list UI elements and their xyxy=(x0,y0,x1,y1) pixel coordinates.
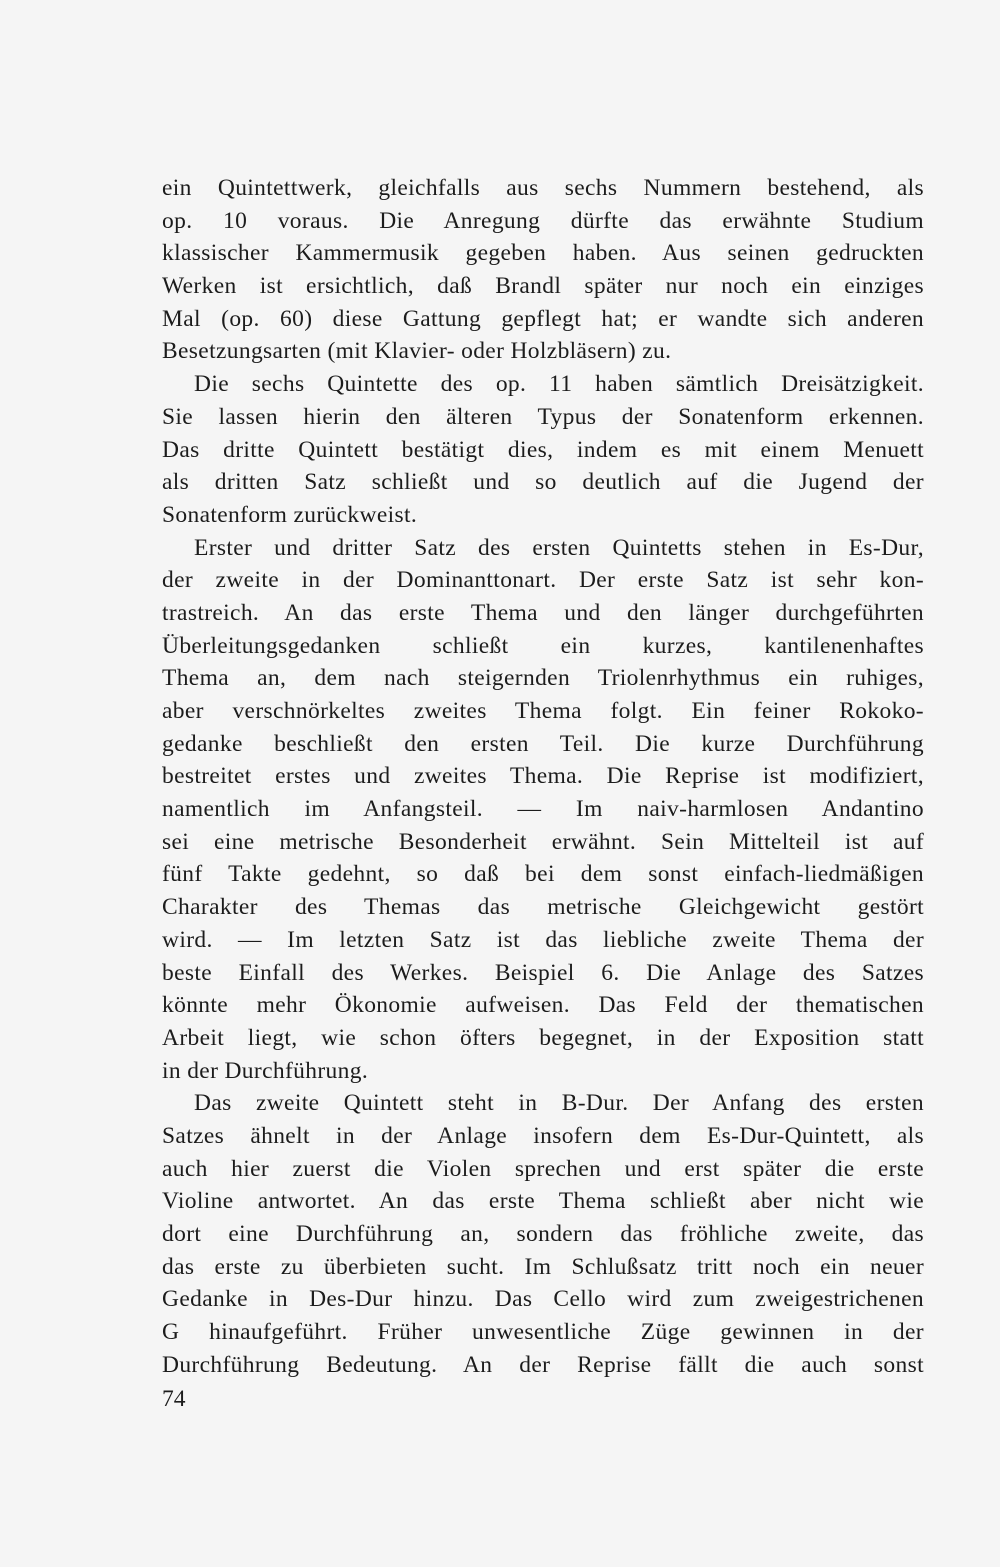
text-line: Erster und dritter Satz des ersten Quintetts stehen in Es-Dur, xyxy=(194,534,924,561)
text-line: trastreich. An das erste Thema und den länger durchgeführten xyxy=(162,599,924,626)
text-line: auch hier zuerst die Violen sprechen und erst später die erste xyxy=(162,1155,924,1182)
text-line: Arbeit liegt, wie schon öfters begegnet, in der Exposition statt xyxy=(162,1024,924,1051)
text-line: Sie lassen hierin den älteren Typus der Sonatenform erkennen. xyxy=(162,403,924,430)
text-line: Violine antwortet. An das erste Thema schließt aber nicht wie xyxy=(162,1188,924,1215)
text-line: beste Einfall des Werkes. Beispiel 6. Die Anlage des Satzes xyxy=(162,959,924,986)
text-line: sei eine metrische Besonderheit erwähnt. Sein Mittelteil ist auf xyxy=(162,828,924,855)
text-line: der zweite in der Dominanttonart. Der erste Satz ist sehr kon- xyxy=(162,567,924,594)
text-line: bestreitet erstes und zweites Thema. Die Reprise ist modifiziert, xyxy=(162,763,924,790)
text-line: als dritten Satz schließt und so deutlich auf die Jugend der xyxy=(162,469,924,496)
text-line: Überleitungsgedanken schließt ein kurzes, kantilenenhaftes xyxy=(162,632,924,659)
text-line: Besetzungsarten (mit Klavier- oder Holzbläsern) zu. xyxy=(162,338,672,365)
text-line: Die sechs Quintette des op. 11 haben sämtlich Dreisätzigkeit. xyxy=(194,371,924,398)
text-line: klassischer Kammermusik gegeben haben. Aus seinen gedruckten xyxy=(162,240,924,267)
text-line: Mal (op. 60) diese Gattung gepflegt hat; er wandte sich anderen xyxy=(162,305,924,332)
text-line: Das zweite Quintett steht in B-Dur. Der Anfang des ersten xyxy=(194,1090,924,1117)
text-line: Gedanke in Des-Dur hinzu. Das Cello wird zum zweigestrichenen xyxy=(162,1286,924,1313)
text-line: Durchführung Bedeutung. An der Reprise fällt die auch sonst xyxy=(162,1351,924,1378)
text-line: Charakter des Themas das metrische Gleichgewicht gestört xyxy=(162,894,924,921)
text-line: das erste zu überbieten sucht. Im Schlußsatz tritt noch ein neuer xyxy=(162,1253,924,1280)
text-line: namentlich im Anfangsteil. — Im naiv-harmlosen Andantino xyxy=(162,796,924,823)
text-line: könnte mehr Ökonomie aufweisen. Das Feld der thematischen xyxy=(162,992,924,1019)
text-line: Das dritte Quintett bestätigt dies, indem es mit einem Menuett xyxy=(162,436,924,463)
text-line: Satzes ähnelt in der Anlage insofern dem Es-Dur-Quintett, als xyxy=(162,1122,924,1149)
body-text xyxy=(162,172,924,1381)
text-line: dort eine Durchführung an, sondern das fröhliche zweite, das xyxy=(162,1221,924,1247)
text-line: aber verschnörkeltes zweites Thema folgt. Ein feiner Rokoko- xyxy=(162,698,924,724)
text-line: ein Quintettwerk, gleichfalls aus sechs Nummern bestehend, als xyxy=(162,175,924,201)
text-line: Werken ist ersichtlich, daß Brandl später nur noch ein einziges xyxy=(162,273,924,300)
page-number: 74 xyxy=(162,1386,186,1412)
text-line: op. 10 voraus. Die Anregung dürfte das erwähnte Studium xyxy=(162,207,924,234)
text-line: Sonatenform zurückweist. xyxy=(162,501,418,528)
text-line: wird. — Im letzten Satz ist das liebliche zweite Thema der xyxy=(162,926,924,953)
text-line: gedanke beschließt den ersten Teil. Die kurze Durchführung xyxy=(162,730,924,757)
text-line: G hinaufgeführt. Früher unwesentliche Züge gewinnen in der xyxy=(162,1319,924,1346)
text-line: Thema an, dem nach steigernden Triolenrhythmus ein ruhiges, xyxy=(162,665,924,692)
text-line: fünf Takte gedehnt, so daß bei dem sonst einfach-liedmäßigen xyxy=(162,861,924,888)
text-line: in der Durchführung. xyxy=(162,1057,369,1084)
